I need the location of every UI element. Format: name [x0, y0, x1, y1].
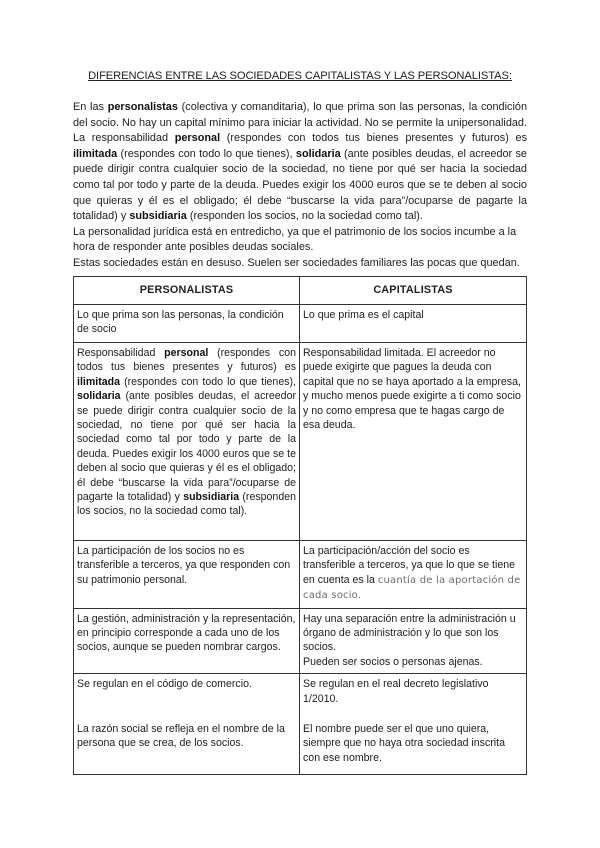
text-run: En las	[73, 101, 108, 113]
text-run: Responsabilidad	[77, 347, 165, 359]
bold-term-solidaria: solidaria	[77, 390, 121, 403]
document-title: DIFERENCIAS ENTRE LAS SOCIEDADES CAPITALISTAS Y LAS PERSONALISTAS:	[88, 70, 512, 82]
intro-paragraph-personalidad: La personalidad jurídica está en entredicho, ya que el patrimonio de los socios incumbe a la hora de responder ante posibles deudas sociales.	[73, 225, 517, 254]
text-line: Se regulan en el código de comercio.	[77, 678, 252, 691]
cell-personalistas	[74, 674, 300, 775]
text-line: Se regulan en el real decreto legislativo 1/2010.	[303, 678, 489, 705]
intro-paragraph-desuso: Estas sociedades están en desuso. Suelen ser sociedades familiares las pocas que quedan.	[73, 256, 520, 269]
table-header-row	[74, 277, 527, 305]
text-run: (respondes con todos tus bienes presentes y futuros) es	[220, 132, 528, 145]
cell-capitalistas	[300, 674, 527, 775]
bold-term-ilimitada: ilimitada	[73, 147, 118, 160]
spacer	[303, 706, 523, 722]
text-line: El nombre puede ser el que uno quiera, siempre que no haya otra sociedad inscrita con ese nombre.	[303, 723, 505, 764]
bold-term-personal: personal	[174, 132, 221, 145]
bold-term-subsidiaria: subsidiaria	[129, 210, 187, 223]
cell-personalistas: La gestión, administración y la representación, en principio corresponde a cada uno de los socios, aunque se pueden nombrar cargos.	[74, 608, 300, 674]
bold-term-solidaria: solidaria	[295, 147, 341, 160]
bold-term-subsidiaria: subsidiaria	[183, 491, 240, 504]
bold-term-ilimitada: ilimitada	[77, 375, 120, 388]
cell-capitalistas: Responsabilidad limitada. El acreedor no puede exigirte que pagues la deuda con capital que no se haya aportado a la empresa, y mucho menos puede exigirte a ti como socio y no como empresa que te hagas cargo de esa deuda.	[300, 343, 527, 541]
text-run: (ante posibles deudas, el acreedor se puede dirigir contra cualquier socio de la sociedad, no tiene por qué ser hacia la sociedad como tal por todo y parte de la deuda. Puedes exigir los 4000 euros que se te deben al socio que quieras y él es el obligado; él debe “buscarse la vida para”/ocuparse de pagarte la totalidad) y	[73, 147, 527, 223]
text-line: Pueden ser socios o personas ajenas.	[303, 655, 483, 668]
table-row	[74, 674, 527, 775]
spacer	[77, 692, 296, 722]
table-row	[74, 541, 527, 609]
cell-capitalistas	[300, 608, 527, 674]
table-row	[74, 608, 527, 674]
cell-capitalistas	[300, 541, 527, 609]
text-run: (respondes con todo lo que tienes),	[119, 375, 296, 388]
text-run: (responden los socios, no la sociedad como tal).	[77, 491, 297, 518]
gray-text-run: cuantía de la aportación de cada socio.	[303, 574, 521, 602]
cell-personalistas	[74, 343, 300, 541]
text-run: La participación/acción del socio es transferible a terceros, ya que lo que se tiene en cuenta es la	[303, 545, 515, 586]
text-line: Hay una separación entre la administración u órgano de administración y lo que son los socios.	[303, 612, 516, 654]
text-run: (respondes con todos tus bienes presentes y futuros) es	[77, 347, 296, 374]
table-row	[74, 343, 527, 541]
text-run: (colectiva y comanditaria), lo que prima son las personas, la condición del socio. No hay un capital mínimo para iniciar la actividad. No se permite la unipersonalidad. La responsabilidad	[73, 101, 528, 145]
text-run: (responden los socios, no la sociedad como tal).	[186, 210, 423, 223]
intro-paragraph-personalistas	[73, 100, 527, 225]
cell-capitalistas: Lo que prima es el capital	[300, 305, 527, 343]
comparison-table	[73, 276, 527, 775]
text-line: La razón social se refleja en el nombre de la persona que se crea, de los socios.	[77, 722, 285, 750]
text-run: (ante posibles deudas, el acreedor se puede dirigir contra cualquier socio de la sociedad, no tiene por qué ser hacia la sociedad como tal por todo y parte de la deuda. Puedes exigir los 4000 euros que se te deben al socio que quieras y él es el obligado; él debe “buscarse la vida para”/ocuparse de pagarte la totalidad) y	[77, 390, 296, 504]
text-run: (respondes con todo lo que tienes),	[117, 147, 296, 160]
cell-personalistas: La participación de los socios no es transferible a terceros, ya que responden con su patrimonio personal.	[74, 541, 300, 609]
bold-term-personalistas: personalistas	[107, 101, 178, 113]
header-personalistas: PERSONALISTAS	[74, 277, 300, 305]
intro-section	[73, 100, 527, 272]
table-row	[74, 305, 527, 343]
cell-personalistas: Lo que prima son las personas, la condición de socio	[74, 305, 300, 343]
header-capitalistas: CAPITALISTAS	[300, 277, 527, 305]
bold-term-personal: personal	[164, 347, 209, 359]
